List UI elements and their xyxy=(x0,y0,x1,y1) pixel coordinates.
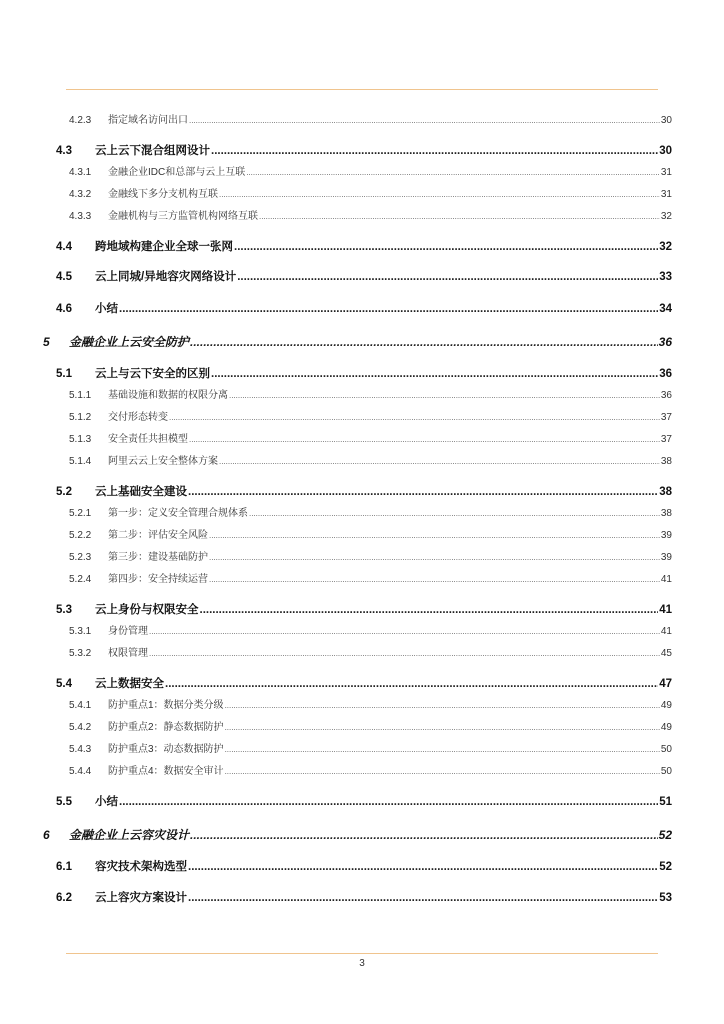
toc-entry-number: 5.2.4 xyxy=(69,574,92,585)
toc-entry-title: 防护重点3：动态数据防护 xyxy=(108,744,224,755)
toc-entry-page: 39 xyxy=(660,530,672,541)
toc-leader-dots xyxy=(219,191,660,199)
toc-leader-dots xyxy=(169,414,660,422)
toc-entry-page: 38 xyxy=(660,456,672,467)
page-number: 3 xyxy=(359,958,365,969)
toc-leader-dots xyxy=(149,650,660,658)
toc-leader-dots xyxy=(165,679,658,691)
toc-entry[interactable] xyxy=(43,336,672,348)
toc-entry-page: 45 xyxy=(660,648,672,659)
toc-entry-page: 53 xyxy=(659,892,672,904)
toc-leader-dots xyxy=(119,304,658,316)
toc-entry-title: 云上与云下安全的区别 xyxy=(95,368,210,380)
toc-entry-page: 34 xyxy=(659,303,672,315)
toc-entry-title: 金融机构与三方监管机构网络互联 xyxy=(108,211,258,222)
toc-entry-number: 4.3.3 xyxy=(69,211,92,222)
toc-entry-number: 6.1 xyxy=(56,861,72,873)
toc-entry[interactable] xyxy=(69,509,672,519)
toc-entry-title: 基础设施和数据的权限分离 xyxy=(108,390,228,401)
toc-leader-dots xyxy=(189,436,660,444)
toc-leader-dots xyxy=(188,893,658,905)
toc-entry[interactable] xyxy=(69,723,672,733)
toc-entry-page: 52 xyxy=(659,861,672,873)
toc-entry-number: 5.5 xyxy=(56,796,72,808)
toc-entry[interactable] xyxy=(69,575,672,585)
toc-entry-page: 38 xyxy=(659,486,672,498)
toc-entry-title: 金融企业上云安全防护 xyxy=(69,335,190,349)
toc-entry-number: 5.1 xyxy=(56,368,72,380)
toc-entry[interactable] xyxy=(69,457,672,467)
toc-entry-title: 第四步：安全持续运营 xyxy=(108,574,208,585)
toc-entry[interactable] xyxy=(56,242,672,254)
toc-entry-title: 防护重点1：数据分类分级 xyxy=(108,700,224,711)
toc-entry-page: 51 xyxy=(659,796,672,808)
toc-entry[interactable] xyxy=(69,116,672,126)
toc-leader-dots xyxy=(149,628,660,636)
toc-leader-dots xyxy=(229,392,660,400)
toc-leader-dots xyxy=(119,797,658,809)
toc-entry-number: 4.2.3 xyxy=(69,115,92,126)
toc-entry-page: 36 xyxy=(658,335,672,349)
toc-entry-number: 5.4 xyxy=(56,678,72,690)
toc-entry-page: 38 xyxy=(660,508,672,519)
footer-rule xyxy=(66,953,658,954)
toc-leader-dots xyxy=(211,369,658,381)
toc-entry-page: 37 xyxy=(660,434,672,445)
toc-entry[interactable] xyxy=(43,829,672,841)
toc-entry[interactable] xyxy=(69,168,672,178)
toc-entry-title: 防护重点4：数据安全审计 xyxy=(108,766,224,777)
toc-leader-dots xyxy=(259,213,660,221)
toc-entry-title: 阿里云云上安全整体方案 xyxy=(108,456,218,467)
toc-leader-dots xyxy=(190,829,658,841)
toc-entry[interactable] xyxy=(56,304,672,316)
toc-entry[interactable] xyxy=(69,413,672,423)
toc-entry[interactable] xyxy=(56,146,672,158)
toc-entry-title: 指定域名访问出口 xyxy=(108,115,188,126)
toc-entry-page: 41 xyxy=(660,626,672,637)
toc-entry-number: 5.2.3 xyxy=(69,552,92,563)
toc-entry-page: 32 xyxy=(659,241,672,253)
toc-entry[interactable] xyxy=(69,190,672,200)
toc-entry-title: 第三步：建设基础防护 xyxy=(108,552,208,563)
toc-entry-number: 5.4.3 xyxy=(69,744,92,755)
toc-entry-page: 31 xyxy=(660,167,672,178)
toc-entry-number: 5.4.1 xyxy=(69,700,92,711)
toc-entry-title: 权限管理 xyxy=(108,648,148,659)
toc-entry-title: 安全责任共担模型 xyxy=(108,434,188,445)
toc-entry-number: 5.1.3 xyxy=(69,434,92,445)
toc-entry-number: 6 xyxy=(43,828,50,842)
toc-leader-dots xyxy=(188,862,658,874)
toc-leader-dots xyxy=(200,605,659,617)
toc-entry-title: 金融线下多分支机构互联 xyxy=(108,189,218,200)
toc-entry-title: 第一步：定义安全管理合规体系 xyxy=(108,508,248,519)
toc-entry-page: 49 xyxy=(660,722,672,733)
toc-entry[interactable] xyxy=(56,605,672,617)
toc-entry-title: 云上数据安全 xyxy=(95,678,164,690)
toc-entry[interactable] xyxy=(69,212,672,222)
toc-entry-page: 47 xyxy=(659,678,672,690)
toc-entry-title: 云上云下混合组网设计 xyxy=(95,145,210,157)
toc-leader-dots xyxy=(209,576,660,584)
toc-leader-dots xyxy=(211,146,658,158)
toc-entry-number: 5 xyxy=(43,335,50,349)
toc-entry-page: 32 xyxy=(660,211,672,222)
toc-leader-dots xyxy=(209,554,660,562)
toc-entry-page: 30 xyxy=(659,145,672,157)
toc-entry-title: 防护重点2：静态数据防护 xyxy=(108,722,224,733)
toc-entry-title: 身份管理 xyxy=(108,626,148,637)
toc-entry[interactable] xyxy=(69,701,672,711)
toc-leader-dots xyxy=(237,272,658,284)
toc-entry-number: 5.2.1 xyxy=(69,508,92,519)
toc-entry-title: 跨地域构建企业全球一张网 xyxy=(95,241,233,253)
toc-entry-title: 金融企业IDC和总部与云上互联 xyxy=(108,167,246,178)
toc-entry[interactable] xyxy=(56,797,672,809)
toc-leader-dots xyxy=(225,746,660,754)
toc-leader-dots xyxy=(209,532,660,540)
toc-leader-dots xyxy=(225,724,660,732)
toc-entry-number: 5.2 xyxy=(56,486,72,498)
toc-entry-number: 4.3.2 xyxy=(69,189,92,200)
toc-entry[interactable] xyxy=(69,391,672,401)
toc-entry-title: 容灾技术架构选型 xyxy=(95,861,187,873)
toc-entry-number: 4.4 xyxy=(56,241,72,253)
toc-entry-page: 30 xyxy=(660,115,672,126)
toc-entry-title: 小结 xyxy=(95,796,118,808)
toc-entry-page: 39 xyxy=(660,552,672,563)
toc-entry-page: 41 xyxy=(660,574,672,585)
toc-entry-page: 41 xyxy=(659,604,672,616)
toc-entry-title: 金融企业上云容灾设计 xyxy=(69,828,190,842)
toc-leader-dots xyxy=(190,336,658,348)
toc-entry-number: 5.4.2 xyxy=(69,722,92,733)
toc-entry-number: 5.4.4 xyxy=(69,766,92,777)
toc-entry[interactable] xyxy=(56,893,672,905)
toc-entry-title: 云上身份与权限安全 xyxy=(95,604,199,616)
toc-entry-page: 52 xyxy=(658,828,672,842)
toc-entry[interactable] xyxy=(69,745,672,755)
toc-leader-dots xyxy=(246,169,660,177)
toc-entry-number: 5.3.2 xyxy=(69,648,92,659)
toc-leader-dots xyxy=(249,510,660,518)
toc-entry-page: 50 xyxy=(660,744,672,755)
toc-leader-dots xyxy=(225,702,660,710)
toc-entry-number: 5.2.2 xyxy=(69,530,92,541)
toc-leader-dots xyxy=(189,117,660,125)
toc-entry-title: 交付形态转变 xyxy=(108,412,168,423)
toc-leader-dots xyxy=(225,768,660,776)
toc-entry[interactable] xyxy=(56,862,672,874)
toc-entry-number: 4.3.1 xyxy=(69,167,92,178)
toc-entry-page: 31 xyxy=(660,189,672,200)
toc-entry[interactable] xyxy=(69,767,672,777)
toc-entry-number: 5.3.1 xyxy=(69,626,92,637)
toc-entry-title: 云上容灾方案设计 xyxy=(95,892,187,904)
toc-entry-page: 37 xyxy=(660,412,672,423)
toc-entry-title: 第二步：评估安全风险 xyxy=(108,530,208,541)
toc-entry-page: 49 xyxy=(660,700,672,711)
toc-entry-number: 6.2 xyxy=(56,892,72,904)
toc-entry[interactable] xyxy=(56,487,672,499)
toc-entry-number: 5.1.2 xyxy=(69,412,92,423)
toc-entry-page: 50 xyxy=(660,766,672,777)
toc-entry[interactable] xyxy=(69,627,672,637)
toc-entry-number: 4.5 xyxy=(56,271,72,283)
toc-entry-number: 5.3 xyxy=(56,604,72,616)
toc-entry[interactable] xyxy=(56,272,672,284)
toc-entry-number: 5.1.4 xyxy=(69,456,92,467)
toc-entry-page: 33 xyxy=(659,271,672,283)
toc-leader-dots xyxy=(188,487,658,499)
toc-entry-page: 36 xyxy=(659,368,672,380)
toc-entry-page: 36 xyxy=(660,390,672,401)
toc-entry-number: 4.3 xyxy=(56,145,72,157)
toc-entry-number: 4.6 xyxy=(56,303,72,315)
toc-entry[interactable] xyxy=(56,369,672,381)
toc-entry-title: 小结 xyxy=(95,303,118,315)
toc-entry-title: 云上基础安全建设 xyxy=(95,486,187,498)
toc-entry[interactable] xyxy=(69,553,672,563)
toc-entry-title: 云上同城/异地容灾网络设计 xyxy=(95,271,237,283)
toc-entry[interactable] xyxy=(69,531,672,541)
toc-leader-dots xyxy=(219,458,660,466)
toc-leader-dots xyxy=(234,242,658,254)
toc-entry[interactable] xyxy=(56,679,672,691)
toc-entry[interactable] xyxy=(69,435,672,445)
toc-entry-number: 5.1.1 xyxy=(69,390,92,401)
toc-entry[interactable] xyxy=(69,649,672,659)
